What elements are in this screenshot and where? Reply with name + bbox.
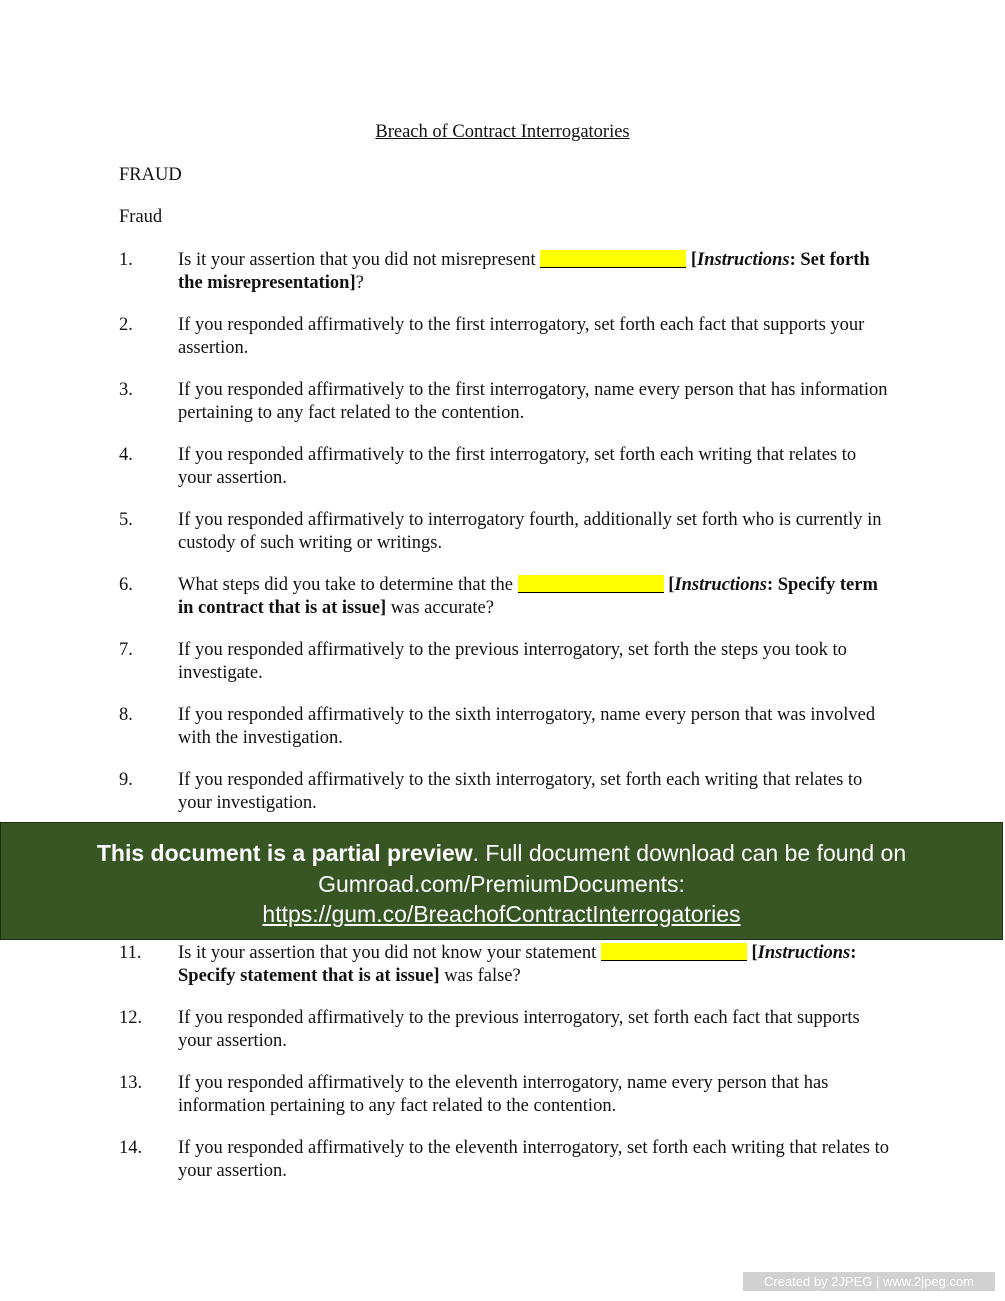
item-text: If you responded affirmatively to interrogatory fourth, additionally set forth who is currently in custody of such writing or writings. [178, 510, 882, 553]
item-number: 8. [119, 705, 133, 725]
document-title: Breach of Contract Interrogatories [375, 122, 630, 142]
fill-in-blank[interactable] [540, 250, 686, 268]
item-text: If you responded affirmatively to the sixth interrogatory, set forth each writing that relates to your investigation. [178, 770, 863, 813]
subheading: Fraud [119, 207, 163, 227]
item-number: 14. [119, 1138, 143, 1158]
item-text: If you responded affirmatively to the previous interrogatory, set forth the steps you took to investigate. [178, 640, 847, 683]
banner-message: This document is a partial preview. Full document download can be found on Gumroad.com/PremiumDocuments: [96, 840, 907, 897]
item-text: Is it your assertion that you did not know your statement [Instructions: Specify statement that is at issue] was false? [178, 943, 857, 986]
item-number: 3. [119, 380, 133, 400]
item-number: 11. [119, 943, 142, 963]
item-number: 2. [119, 315, 133, 335]
item-number: 13. [119, 1073, 143, 1093]
item-number: 9. [119, 770, 133, 790]
item-number: 7. [119, 640, 133, 660]
item-number: 1. [119, 250, 133, 270]
fill-in-blank[interactable] [518, 575, 664, 593]
item-text: If you responded affirmatively to the eleventh interrogatory, name every person that has information pertaining to any fact related to the contention. [178, 1073, 829, 1116]
preview-banner [0, 822, 1003, 940]
item-text: If you responded affirmatively to the first interrogatory, set forth each writing that relates to your assertion. [178, 445, 857, 488]
item-text: Is it your assertion that you did not misrepresent [Instructions: Set forth the misrepresentation]? [178, 250, 870, 293]
item-text: If you responded affirmatively to the eleventh interrogatory, set forth each writing that relates to your assertion. [178, 1138, 889, 1181]
item-text: If you responded affirmatively to the sixth interrogatory, name every person that was involved with the investigation. [178, 705, 876, 748]
item-text: If you responded affirmatively to the previous interrogatory, set forth each fact that supports your assertion. [178, 1008, 860, 1051]
download-link[interactable]: https://gum.co/BreachofContractInterrogatories [262, 901, 741, 927]
item-text: If you responded affirmatively to the first interrogatory, name every person that has information pertaining to any fact related to the contention. [178, 380, 888, 423]
fill-in-blank[interactable] [601, 943, 747, 961]
item-number: 4. [119, 445, 133, 465]
watermark: Created by 2JPEG | www.2jpeg.com [743, 1272, 995, 1291]
item-text: What steps did you take to determine that the [Instructions: Specify term in contract that is at issue] was accurate? [178, 575, 878, 618]
item-number: 5. [119, 510, 133, 530]
item-number: 6. [119, 575, 133, 595]
item-text: If you responded affirmatively to the first interrogatory, set forth each fact that supports your assertion. [178, 315, 865, 358]
section-heading: FRAUD [119, 165, 182, 185]
item-number: 12. [119, 1008, 143, 1028]
